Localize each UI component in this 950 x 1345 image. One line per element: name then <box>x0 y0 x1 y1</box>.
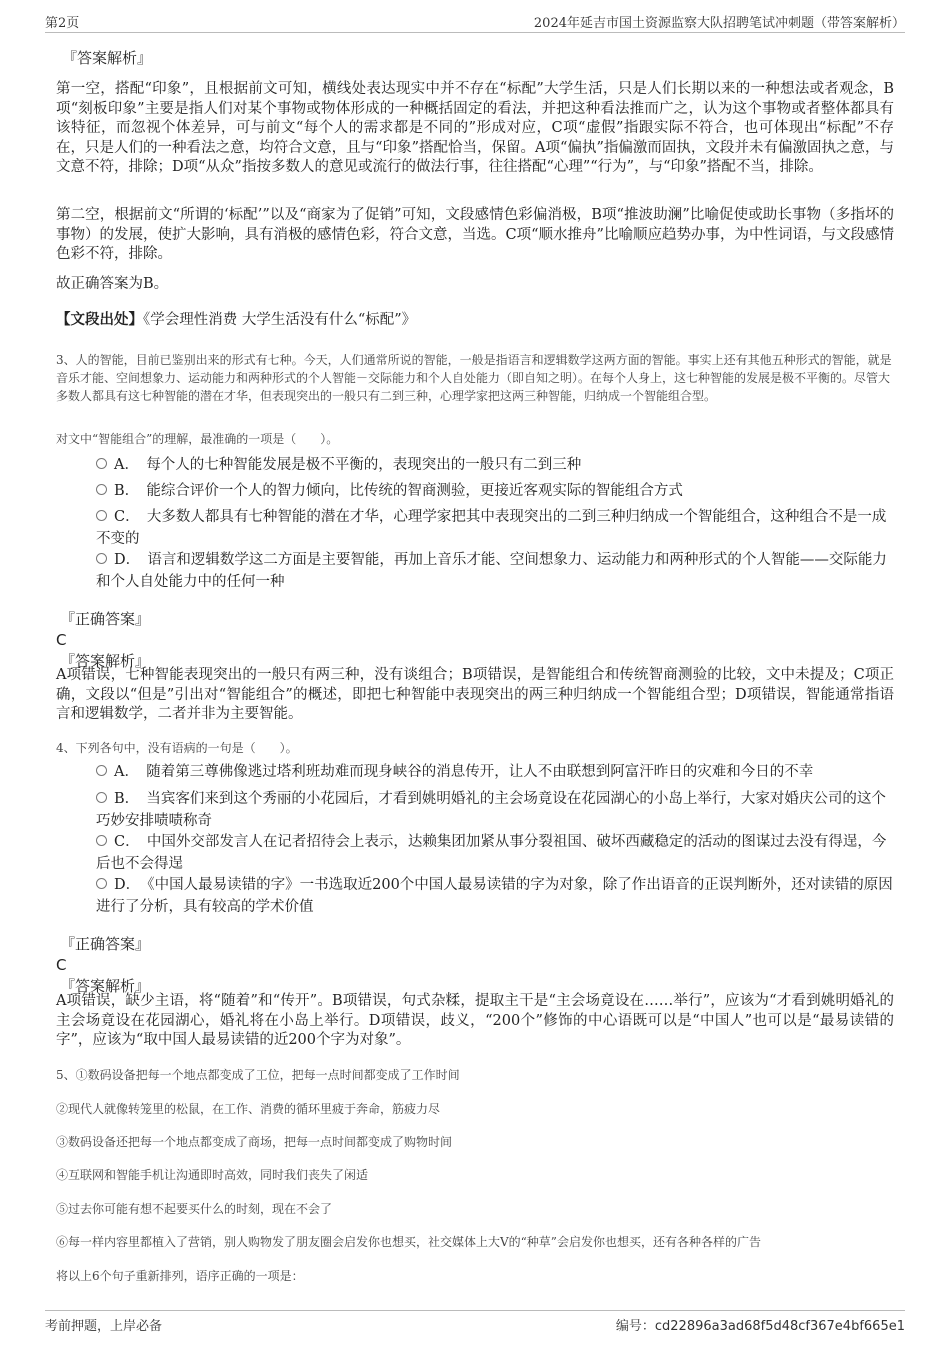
q2-source-text: 《学会理性消费 大学生活没有什么“标配”》 <box>143 312 417 328</box>
document-title: 2024年延吉市国土资源监察大队招聘笔试冲刺题（带答案解析） <box>533 16 905 31</box>
q4-option-c-text: C． 中国外交部发言人在记者招待会上表示，达赖集团加紧从事分裂祖国、破坏西藏稳定的活动的图谋过去没有得逞，今后也不会得逞 <box>96 834 887 872</box>
q2-conclusion: 故正确答案为B。 <box>56 276 169 292</box>
q3-option-a-text: A． 每个人的七种智能发展是极不平衡的，表现突出的一般只有二到三种 <box>114 457 582 473</box>
q4-option-c[interactable] <box>96 831 896 875</box>
q3-answer: C <box>56 631 67 649</box>
q4-analysis: A项错误，缺少主语，将“随着”和“传开”。B项错误，句式杂糅，提取主干是“主会场竟设在……举行”，应该为“才看到姚明婚礼的主会场竟设在花园湖心，婚礼将在小岛上举行。D项错误，歧义，“200个”修饰的中心语既可以是“中国人”也可以是“最易读错的字”，应该为“取中国人最易读错的近200个字为对象”。 <box>56 993 894 1048</box>
q3-option-d[interactable] <box>96 549 896 593</box>
radio-icon[interactable] <box>96 458 107 469</box>
q5-item-5: ⑤过去你可能有想不起要买什么的时刻，现在不会了 <box>56 1202 333 1216</box>
radio-icon[interactable] <box>96 792 107 803</box>
q3-option-c-text: C． 大多数人都具有七种智能的潜在才华，心理学家把其中表现突出的二到三种归纳成一个智能组合，这种组合不是一成不变的 <box>96 509 887 547</box>
q3-option-d-text: D． 语言和逻辑数学这二方面是主要智能，再加上音乐才能、空间想象力、运动能力和两种形式的个人智能——交际能力和个人自处能力中的任何一种 <box>96 552 887 590</box>
q2-source <box>56 310 894 331</box>
document-code-value: cd22896a3ad68f5d48cf367e4bf665e1 <box>654 1319 905 1334</box>
q5-item-2: ②现代人就像转笼里的松鼠，在工作、消费的循环里疲于奔命，筋疲力尽 <box>56 1102 441 1116</box>
radio-icon[interactable] <box>96 484 107 495</box>
radio-icon[interactable] <box>96 553 107 564</box>
radio-icon[interactable] <box>96 878 107 889</box>
page-footer <box>45 1310 905 1335</box>
document-code-label: 编号： <box>615 1319 655 1334</box>
document-code <box>616 1315 905 1334</box>
q4-option-b[interactable] <box>96 788 896 832</box>
page-number: 第2页 <box>45 16 80 31</box>
radio-icon[interactable] <box>96 765 107 776</box>
q4-option-d[interactable] <box>96 874 896 918</box>
radio-icon[interactable] <box>96 510 107 521</box>
q4-option-b-text: B． 当宾客们来到这个秀丽的小花园后，才看到姚明婚礼的主会场竟设在花园湖心的小岛上举行，大家对婚庆公司的这个巧妙安排啧啧称奇 <box>96 791 886 829</box>
q5-item-4: ④互联网和智能手机让沟通即时高效，同时我们丧失了闲适 <box>56 1168 369 1182</box>
q3-analysis: A项错误，七种智能表现突出的一般只有两三种，没有谈组合；B项错误，是智能组合和传统智商测验的比较，文中未提及；C项正确，文段以“但是”引出对“智能组合”的概述，即把七种智能中表现突出的两三种归纳成一个智能组合型；D项错误，智能通常指语言和逻辑数学，二者并非为主要智能。 <box>56 667 894 722</box>
q3-option-a[interactable] <box>96 454 896 476</box>
q4-option-a[interactable] <box>96 761 896 783</box>
q3-option-b[interactable] <box>96 480 896 502</box>
q4-stem: 4、下列各句中，没有语病的一句是（ ）。 <box>56 741 298 755</box>
q3-option-b-text: B． 能综合评价一个人的智力倾向，比传统的智商测验，更接近客观实际的智能组合方式 <box>114 483 683 499</box>
q2-analysis-para2: 第二空，根据前文“所谓的‘标配’”以及“商家为了促销”可知，文段感情色彩偏消极，B项“推波助澜”比喻促使或助长事物（多指坏的事物）的发展，使扩大影响，具有消极的感情色彩，符合文意，当选。C项“顺水推舟”比喻顺应趋势办事，为中性词语，与文段感情色彩不符，排除。 <box>56 207 894 262</box>
q4-option-a-text: A． 随着第三尊佛像逃过塔利班劫难而现身峡谷的消息传开，让人不由联想到阿富汗昨日的灾难和今日的不幸 <box>114 764 814 780</box>
page-header <box>45 12 905 33</box>
q4-answer-label: 『正确答案』 <box>60 935 151 953</box>
q4-analysis-label: 『答案解析』 <box>60 977 151 995</box>
q3-analysis-label: 『答案解析』 <box>60 652 151 670</box>
radio-icon[interactable] <box>96 835 107 846</box>
q4-answer: C <box>56 956 67 974</box>
q5-item-3: ③数码设备还把每一个地点都变成了商场，把每一点时间都变成了购物时间 <box>56 1135 453 1149</box>
q2-analysis-label: 『答案解析』 <box>62 49 153 67</box>
q5-question: 将以上6个句子重新排列，语序正确的一项是： <box>56 1269 304 1283</box>
q3-question: 对文中“智能组合”的理解，最准确的一项是（ ）。 <box>56 432 339 446</box>
q3-stem: 3、人的智能，目前已鉴别出来的形式有七种。今天，人们通常所说的智能，一般是指语言和逻辑数学这两方面的智能。事实上还有其他五种形式的智能，就是音乐才能、空间想象力、运动能力和两种形式的个人智能－交际能力和个人自处能力（即自知之明）。在每个人身上，这七种智能的发展是极不平衡的。尽管大多数人都具有这七种智能的潜在才华，但表现突出的一般只有二到三种，心理学家把这两三种智能，归纳成一个智能组合型。 <box>56 353 892 403</box>
footer-slogan: 考前押题，上岸必备 <box>45 1319 163 1334</box>
q4-option-d-text: D． 《中国人最易读错的字》一书选取近200个中国人最易读错的字为对象，除了作出语音的正误判断外，还对读错的原因进行了分析，具有较高的学术价值 <box>96 877 893 915</box>
q5-item-6: ⑥每一样内容里都植入了营销，别人购物发了朋友圈会启发你也想买，社交媒体上大V的“种草”会启发你也想买，还有各种各样的广告 <box>56 1235 761 1249</box>
q3-option-c[interactable] <box>96 506 896 550</box>
q5-stem: 5、①数码设备把每一个地点都变成了工位，把每一点时间都变成了工作时间 <box>56 1068 460 1082</box>
q2-analysis-para1: 第一空，搭配“印象”，且根据前文可知，横线处表达现实中并不存在“标配”大学生活，只是人们长期以来的一种想法或者观念，B项“刻板印象”主要是指人们对某个事物或物体形成的一种概括固定的看法，并把这种看法推而广之，认为这个事物或者整体都具有该特征，而忽视个体差异，可与前文“每个人的需求都是不同的”形成对应，C项“虚假”指跟实际不符合，也可体现出“标配”不存在，只是人们的一种看法之意，均符合文意，且与“印象”搭配恰当，保留。A项“偏执”指偏激而固执，文段并未有偏激固执之意，与文意不符，排除；D项“从众”指按多数人的意见或流行的做法行事，往往搭配“心理”“行为”，与“印象”搭配不当，排除。 <box>56 81 894 175</box>
q3-answer-label: 『正确答案』 <box>60 610 151 628</box>
q2-source-label: 【文段出处】 <box>56 311 143 328</box>
